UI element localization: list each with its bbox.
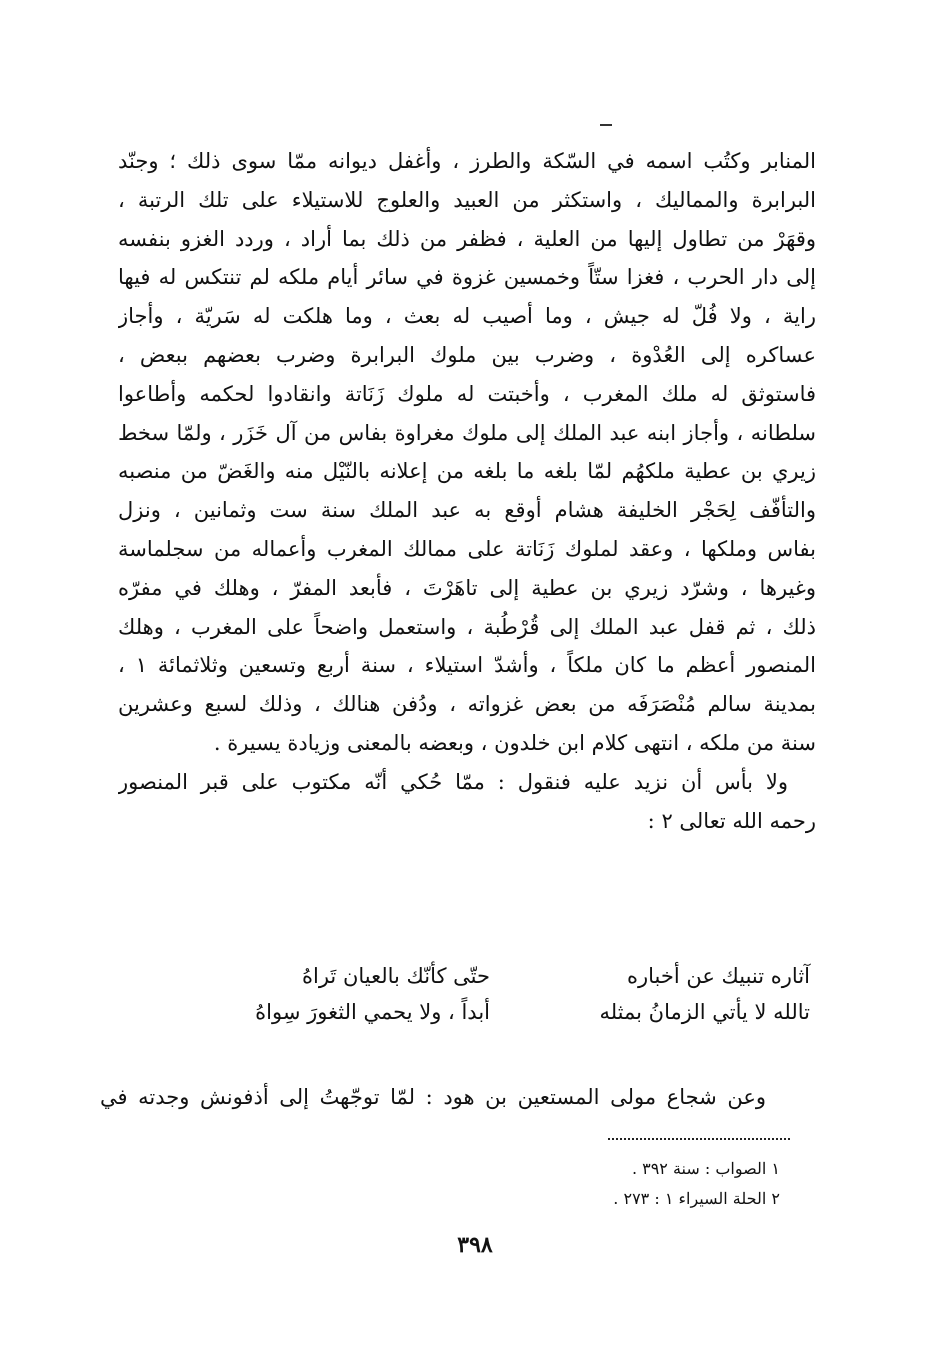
footnote: ٢ الحلة السيراء ١ : ٢٧٣ .: [613, 1189, 780, 1208]
text-line: بفاس وملكها ، وعقد لملوك زَنَاتة على ممالك المغرب وأعماله من سجلماسة: [118, 536, 816, 561]
text-line: المنصور أعظم ما كان ملكاً ، وأشدّ استيلاء ، سنة أربع وتسعين وثلاثمائة ١ ،: [118, 653, 816, 678]
continuation-text: [100, 1078, 766, 1117]
text-line: راية ، ولا فُلّ له جيش ، وما أصيب له بعث ، وما هلكت له سَريّة ، وأجاز: [118, 304, 816, 329]
text-line: ذلك ، ثم قفل عبد الملك إلى قُرْطُبة ، واستعمل واضحاً على المغرب ، وهلك: [118, 614, 816, 639]
verse-first-hemistich: تالله لا يأتي الزمانُ بمثله: [599, 1000, 810, 1024]
text-line: بمدينة سالم مُنْصَرَفَه من بعض غزواته ، ودُفن هنالك ، وذلك لسبع وعشرين: [118, 692, 816, 717]
header-mark: [600, 124, 612, 126]
verse-second-hemistich: أبداً ، ولا يحمي الثغورَ سِواهُ: [255, 1000, 490, 1024]
text-line: وغيرها ، وشرّد زيري بن عطية إلى تاهَرْتَ ، فأبعد المفرّ ، وهلك في مفرّه: [118, 575, 816, 600]
text-line: رحمه الله تعالى ٢ :: [647, 808, 816, 833]
page-number: ٣٩٨: [457, 1232, 493, 1258]
poem: [190, 958, 810, 1030]
text-line: المنابر وكتُب اسمه في السّكة والطرز ، وأغفل ديوانه ممّا سوى ذلك ؛ وجنّد: [118, 149, 816, 173]
text-line: والتأفّف لِحَجْر الخليفة هشام أوقع به عبد الملك سنة ست وثمانين ، ونزل: [118, 498, 816, 523]
text-line: سنة من ملكه ، انتهى كلام ابن خلدون ، وبعضه بالمعنى وزيادة يسيرة .: [213, 730, 816, 755]
text-line: عساكره إلى العُدْوة ، وضرب بين ملوك البرابرة وضرب بعضهم ببعض ،: [118, 342, 816, 367]
text-line: زيري بن عطية ملكهُم لمّا بلغه ما بلغه من إعلانه بالنّيْل منه والغَضّ من منصبه: [118, 459, 816, 484]
text-line: سلطانه ، وأجاز ابنه عبد الملك إلى ملوك مغراوة بفاس من آل خَزَر ، ولمّا سخط: [118, 420, 816, 445]
poem-verse: [190, 958, 810, 994]
text-line: فاستوثق له ملك المغرب ، وأخبتت له ملوك زَنَاتة وانقادوا لحكمه وأطاعوا: [118, 381, 816, 406]
text-line: البرابرة والمماليك ، واستكثر من العبيد والعلوج للاستيلاء على تلك الرتبة ،: [118, 187, 816, 212]
main-text-block: [118, 142, 816, 840]
footnote: ١ الصواب : سنة ٣٩٢ .: [631, 1159, 780, 1178]
text-line: إلى دار الحرب ، فغزا ستّاً وخمسين غزوة في سائر أيام ملكه لم تنتكس له فيها: [118, 265, 816, 290]
verse-first-hemistich: آثاره تنبيك عن أخباره: [626, 964, 810, 988]
footnote-separator: [608, 1138, 790, 1140]
text-line: وعن شجاع مولى المستعين بن هود : لمّا توجّهتُ إلى أذفونش وجدته في: [100, 1085, 766, 1109]
poem-verse: [190, 994, 810, 1030]
text-line: وقهَرْ من تطاول إليها من العلية ، فظفر من ذلك بما أراد ، وردد الغزو بنفسه: [118, 226, 816, 251]
text-line: ولا بأس أن نزيد عليه فنقول : ممّا حُكي أنّه مكتوب على قبر المنصور: [118, 769, 788, 794]
verse-second-hemistich: حتّى كأنّك بالعيان تَراهُ: [302, 964, 490, 988]
footnotes: [540, 1154, 780, 1214]
